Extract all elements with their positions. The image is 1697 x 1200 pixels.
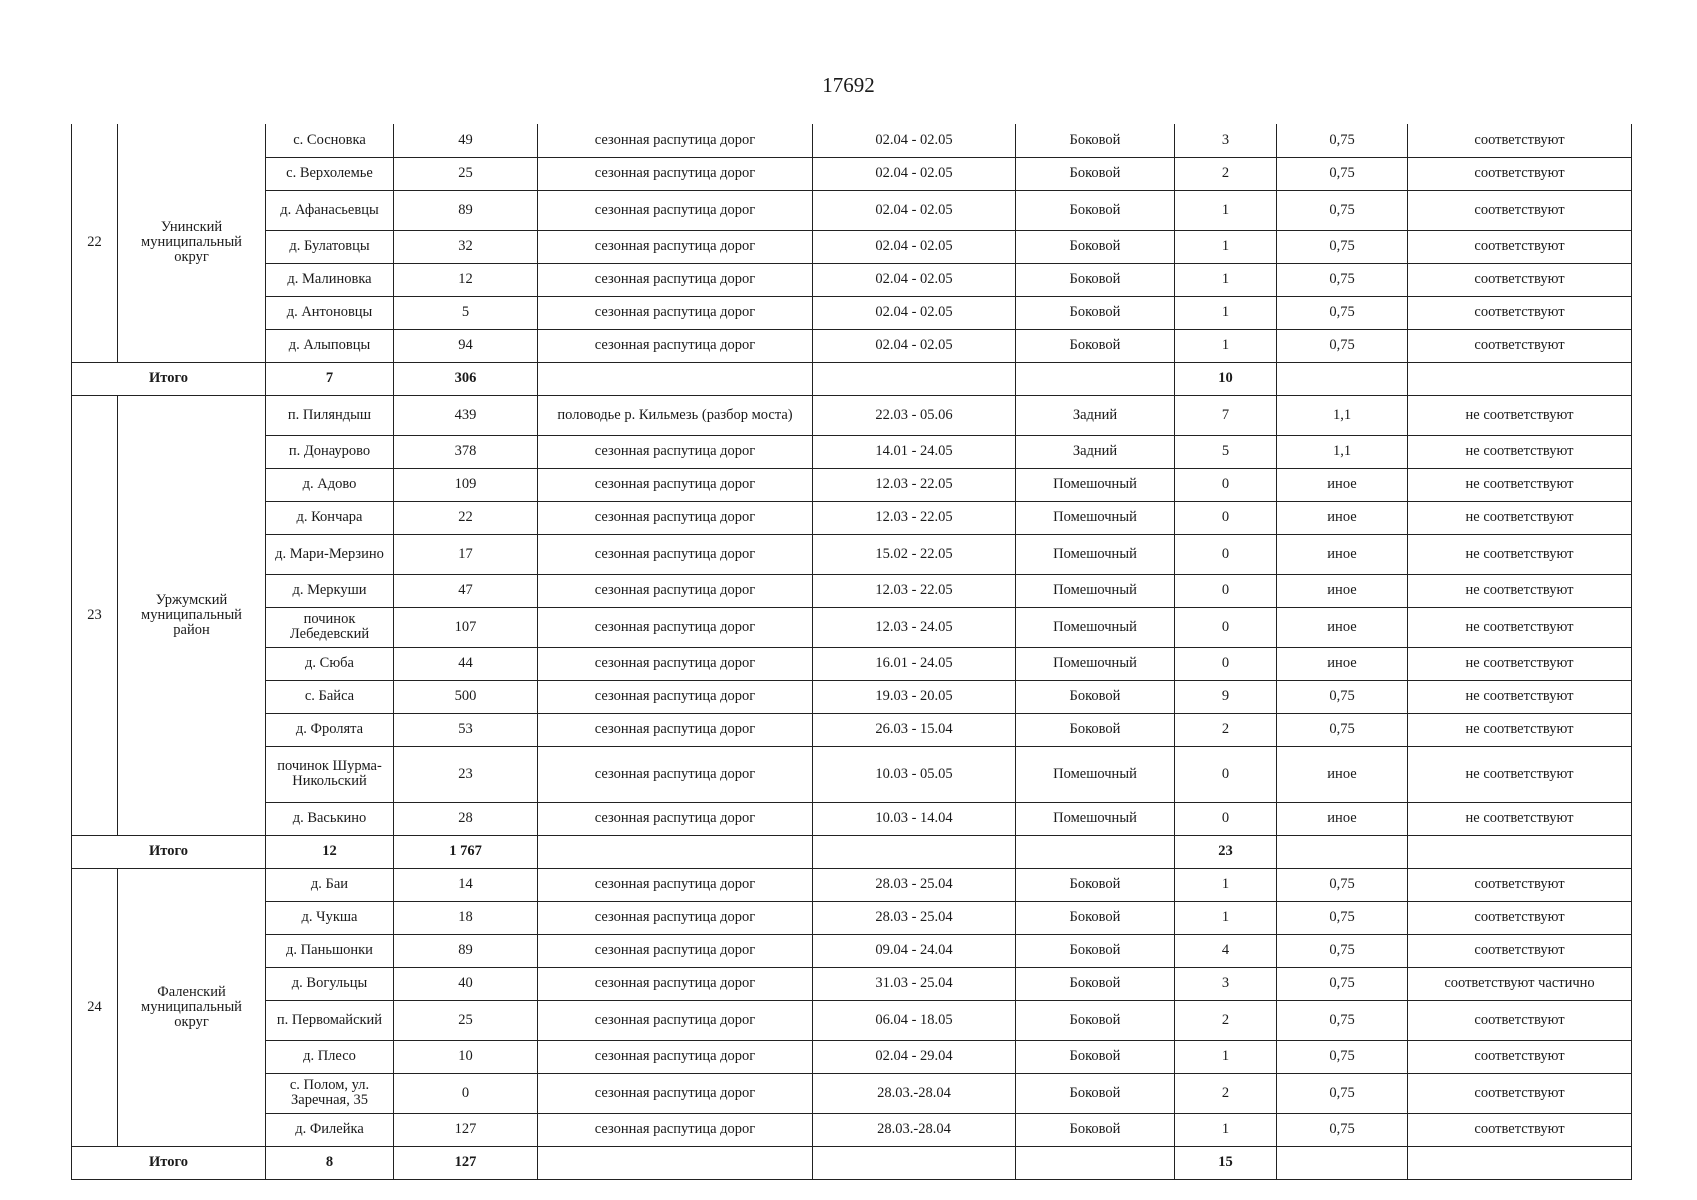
population-cell: 127 (394, 1113, 538, 1146)
status-cell: не соответствуют (1408, 435, 1632, 468)
population-cell: 23 (394, 746, 538, 802)
empty-cell (538, 1146, 813, 1179)
empty-cell (1277, 835, 1408, 868)
period-cell: 10.03 - 14.04 (813, 802, 1016, 835)
coef-cell: иное (1277, 468, 1408, 501)
settlement-cell: д. Сюба (266, 647, 394, 680)
empty-cell (1016, 362, 1175, 395)
count-cell: 0 (1175, 574, 1277, 607)
settlement-cell: д. Малиновка (266, 263, 394, 296)
period-cell: 31.03 - 25.04 (813, 967, 1016, 1000)
period-cell: 10.03 - 05.05 (813, 746, 1016, 802)
table-row (72, 746, 1632, 802)
table-row (72, 574, 1632, 607)
coef-cell: 0,75 (1277, 230, 1408, 263)
period-cell: 28.03 - 25.04 (813, 901, 1016, 934)
count-cell: 4 (1175, 934, 1277, 967)
coef-cell: иное (1277, 501, 1408, 534)
empty-cell (1016, 835, 1175, 868)
period-cell: 02.04 - 29.04 (813, 1040, 1016, 1073)
table-row (72, 534, 1632, 574)
settlement-cell: п. Пиляндыш (266, 395, 394, 435)
type-cell: Боковой (1016, 124, 1175, 157)
population-cell: 47 (394, 574, 538, 607)
population-cell: 89 (394, 934, 538, 967)
type-cell: Боковой (1016, 868, 1175, 901)
coef-cell: 0,75 (1277, 868, 1408, 901)
count-cell: 3 (1175, 124, 1277, 157)
settlement-cell: д. Алыповцы (266, 329, 394, 362)
period-cell: 28.03.-28.04 (813, 1113, 1016, 1146)
settlement-cell: д. Мари-Мерзино (266, 534, 394, 574)
type-cell: Помешочный (1016, 501, 1175, 534)
reason-cell: сезонная распутица дорог (538, 157, 813, 190)
page-number: 17692 (822, 73, 875, 97)
population-cell: 14 (394, 868, 538, 901)
type-cell: Помешочный (1016, 647, 1175, 680)
population-cell: 28 (394, 802, 538, 835)
period-cell: 02.04 - 02.05 (813, 329, 1016, 362)
count-cell: 2 (1175, 713, 1277, 746)
type-cell: Помешочный (1016, 746, 1175, 802)
total-settlements-cell: 8 (266, 1146, 394, 1179)
period-cell: 02.04 - 02.05 (813, 124, 1016, 157)
status-cell: не соответствуют (1408, 713, 1632, 746)
period-cell: 02.04 - 02.05 (813, 230, 1016, 263)
settlement-cell: д. Филейка (266, 1113, 394, 1146)
type-cell: Боковой (1016, 190, 1175, 230)
status-cell: соответствуют (1408, 1040, 1632, 1073)
total-row (72, 835, 1632, 868)
total-label-cell: Итого (72, 362, 266, 395)
table-row (72, 1073, 1632, 1113)
settlement-cell: д. Меркуши (266, 574, 394, 607)
population-cell: 109 (394, 468, 538, 501)
table-row (72, 263, 1632, 296)
period-cell: 14.01 - 24.05 (813, 435, 1016, 468)
type-cell: Боковой (1016, 263, 1175, 296)
status-cell: соответствуют (1408, 124, 1632, 157)
period-cell: 28.03.-28.04 (813, 1073, 1016, 1113)
empty-cell (813, 1146, 1016, 1179)
settlement-cell: д. Вогульцы (266, 967, 394, 1000)
empty-cell (813, 835, 1016, 868)
empty-cell (1408, 362, 1632, 395)
status-cell: соответствуют (1408, 157, 1632, 190)
type-cell: Помешочный (1016, 574, 1175, 607)
table-row (72, 1040, 1632, 1073)
status-cell: соответствуют частично (1408, 967, 1632, 1000)
table-row (72, 230, 1632, 263)
table-row (72, 124, 1632, 157)
coef-cell: 0,75 (1277, 680, 1408, 713)
status-cell: не соответствуют (1408, 395, 1632, 435)
coef-cell: 0,75 (1277, 934, 1408, 967)
count-cell: 7 (1175, 395, 1277, 435)
type-cell: Помешочный (1016, 802, 1175, 835)
empty-cell (1277, 362, 1408, 395)
period-cell: 22.03 - 05.06 (813, 395, 1016, 435)
count-cell: 0 (1175, 501, 1277, 534)
count-cell: 1 (1175, 263, 1277, 296)
coef-cell: 0,75 (1277, 1113, 1408, 1146)
population-cell: 89 (394, 190, 538, 230)
table-row (72, 395, 1632, 435)
count-cell: 0 (1175, 746, 1277, 802)
type-cell: Боковой (1016, 1040, 1175, 1073)
table-row (72, 1113, 1632, 1146)
type-cell: Боковой (1016, 934, 1175, 967)
period-cell: 26.03 - 15.04 (813, 713, 1016, 746)
count-cell: 1 (1175, 1113, 1277, 1146)
status-cell: не соответствуют (1408, 501, 1632, 534)
count-cell: 0 (1175, 607, 1277, 647)
type-cell: Боковой (1016, 1113, 1175, 1146)
table-row (72, 713, 1632, 746)
population-cell: 44 (394, 647, 538, 680)
group-number-cell: 24 (72, 868, 118, 1146)
settlement-cell: д. Паньшонки (266, 934, 394, 967)
reason-cell: сезонная распутица дорог (538, 468, 813, 501)
count-cell: 0 (1175, 647, 1277, 680)
population-cell: 40 (394, 967, 538, 1000)
status-cell: соответствуют (1408, 263, 1632, 296)
population-cell: 10 (394, 1040, 538, 1073)
coef-cell: 0,75 (1277, 1000, 1408, 1040)
status-cell: не соответствуют (1408, 607, 1632, 647)
settlement-cell: д. Баи (266, 868, 394, 901)
total-label-cell: Итого (72, 835, 266, 868)
coef-cell: иное (1277, 802, 1408, 835)
period-cell: 02.04 - 02.05 (813, 190, 1016, 230)
district-name-cell: Унинский муниципальный округ (118, 124, 266, 362)
coef-cell: 0,75 (1277, 190, 1408, 230)
count-cell: 1 (1175, 230, 1277, 263)
empty-cell (1408, 1146, 1632, 1179)
population-cell: 94 (394, 329, 538, 362)
count-cell: 2 (1175, 157, 1277, 190)
status-cell: не соответствуют (1408, 647, 1632, 680)
coef-cell: 1,1 (1277, 395, 1408, 435)
total-population-cell: 1 767 (394, 835, 538, 868)
coef-cell: иное (1277, 534, 1408, 574)
coef-cell: 0,75 (1277, 713, 1408, 746)
reason-cell: сезонная распутица дорог (538, 190, 813, 230)
reason-cell: сезонная распутица дорог (538, 680, 813, 713)
status-cell: соответствуют (1408, 868, 1632, 901)
period-cell: 12.03 - 24.05 (813, 607, 1016, 647)
coef-cell: 0,75 (1277, 263, 1408, 296)
settlement-cell: с. Байса (266, 680, 394, 713)
count-cell: 2 (1175, 1000, 1277, 1040)
period-cell: 02.04 - 02.05 (813, 263, 1016, 296)
reason-cell: сезонная распутица дорог (538, 713, 813, 746)
status-cell: не соответствуют (1408, 680, 1632, 713)
type-cell: Помешочный (1016, 607, 1175, 647)
type-cell: Задний (1016, 435, 1175, 468)
empty-cell (538, 362, 813, 395)
count-cell: 9 (1175, 680, 1277, 713)
coef-cell: иное (1277, 647, 1408, 680)
settlement-cell: п. Донаурово (266, 435, 394, 468)
total-row (72, 362, 1632, 395)
total-settlements-cell: 12 (266, 835, 394, 868)
settlement-cell: с. Сосновка (266, 124, 394, 157)
table-body (72, 124, 1632, 1179)
period-cell: 19.03 - 20.05 (813, 680, 1016, 713)
total-count-cell: 15 (1175, 1146, 1277, 1179)
total-population-cell: 306 (394, 362, 538, 395)
table-row (72, 868, 1632, 901)
population-cell: 5 (394, 296, 538, 329)
period-cell: 28.03 - 25.04 (813, 868, 1016, 901)
reason-cell: сезонная распутица дорог (538, 501, 813, 534)
table-row (72, 435, 1632, 468)
table-row (72, 190, 1632, 230)
period-cell: 16.01 - 24.05 (813, 647, 1016, 680)
count-cell: 0 (1175, 534, 1277, 574)
status-cell: соответствуют (1408, 296, 1632, 329)
population-cell: 25 (394, 1000, 538, 1040)
settlement-cell: д. Адово (266, 468, 394, 501)
reason-cell: сезонная распутица дорог (538, 574, 813, 607)
settlement-cell: д. Антоновцы (266, 296, 394, 329)
type-cell: Боковой (1016, 713, 1175, 746)
population-cell: 439 (394, 395, 538, 435)
coef-cell: иное (1277, 607, 1408, 647)
reason-cell: сезонная распутица дорог (538, 901, 813, 934)
group-number-cell: 23 (72, 395, 118, 835)
settlement-cell: д. Чукша (266, 901, 394, 934)
empty-cell (813, 362, 1016, 395)
type-cell: Помешочный (1016, 534, 1175, 574)
reason-cell: сезонная распутица дорог (538, 1113, 813, 1146)
reason-cell: сезонная распутица дорог (538, 534, 813, 574)
settlement-cell: починок Шурма-Никольский (266, 746, 394, 802)
status-cell: соответствуют (1408, 329, 1632, 362)
reason-cell: сезонная распутица дорог (538, 230, 813, 263)
reason-cell: сезонная распутица дорог (538, 802, 813, 835)
table-row (72, 967, 1632, 1000)
status-cell: соответствуют (1408, 190, 1632, 230)
settlement-cell: с. Верхолемье (266, 157, 394, 190)
coef-cell: 0,75 (1277, 157, 1408, 190)
type-cell: Задний (1016, 395, 1175, 435)
coef-cell: иное (1277, 574, 1408, 607)
table-row (72, 934, 1632, 967)
empty-cell (1277, 1146, 1408, 1179)
table-row (72, 607, 1632, 647)
period-cell: 09.04 - 24.04 (813, 934, 1016, 967)
total-count-cell: 10 (1175, 362, 1277, 395)
coef-cell: 0,75 (1277, 967, 1408, 1000)
reason-cell: сезонная распутица дорог (538, 868, 813, 901)
settlement-cell: д. Плесо (266, 1040, 394, 1073)
population-cell: 12 (394, 263, 538, 296)
type-cell: Боковой (1016, 1000, 1175, 1040)
total-label-cell: Итого (72, 1146, 266, 1179)
table-row (72, 802, 1632, 835)
population-cell: 49 (394, 124, 538, 157)
table-row (72, 501, 1632, 534)
table-row (72, 329, 1632, 362)
status-cell: соответствуют (1408, 934, 1632, 967)
reason-cell: сезонная распутица дорог (538, 1000, 813, 1040)
type-cell: Боковой (1016, 296, 1175, 329)
table-row (72, 680, 1632, 713)
settlement-cell: починок Лебедевский (266, 607, 394, 647)
population-cell: 107 (394, 607, 538, 647)
period-cell: 12.03 - 22.05 (813, 574, 1016, 607)
settlement-cell: д. Фролята (266, 713, 394, 746)
total-population-cell: 127 (394, 1146, 538, 1179)
reason-cell: сезонная распутица дорог (538, 746, 813, 802)
empty-cell (1408, 835, 1632, 868)
count-cell: 1 (1175, 868, 1277, 901)
population-cell: 17 (394, 534, 538, 574)
period-cell: 12.03 - 22.05 (813, 501, 1016, 534)
reason-cell: сезонная распутица дорог (538, 296, 813, 329)
coef-cell: 1,1 (1277, 435, 1408, 468)
table-row (72, 647, 1632, 680)
population-cell: 25 (394, 157, 538, 190)
population-cell: 32 (394, 230, 538, 263)
status-cell: соответствуют (1408, 901, 1632, 934)
empty-cell (1016, 1146, 1175, 1179)
settlement-cell: д. Кончара (266, 501, 394, 534)
reason-cell: сезонная распутица дорог (538, 1040, 813, 1073)
status-cell: соответствуют (1408, 1000, 1632, 1040)
count-cell: 1 (1175, 901, 1277, 934)
table-row (72, 296, 1632, 329)
count-cell: 5 (1175, 435, 1277, 468)
period-cell: 06.04 - 18.05 (813, 1000, 1016, 1040)
table-row (72, 1000, 1632, 1040)
reason-cell: сезонная распутица дорог (538, 1073, 813, 1113)
count-cell: 1 (1175, 190, 1277, 230)
coef-cell: 0,75 (1277, 296, 1408, 329)
status-cell: соответствуют (1408, 230, 1632, 263)
type-cell: Боковой (1016, 329, 1175, 362)
settlement-cell: д. Булатовцы (266, 230, 394, 263)
settlement-cell: д. Васькино (266, 802, 394, 835)
reason-cell: сезонная распутица дорог (538, 124, 813, 157)
population-cell: 22 (394, 501, 538, 534)
coef-cell: 0,75 (1277, 124, 1408, 157)
coef-cell: 0,75 (1277, 1040, 1408, 1073)
reason-cell: сезонная распутица дорог (538, 607, 813, 647)
population-cell: 0 (394, 1073, 538, 1113)
population-cell: 500 (394, 680, 538, 713)
district-name-cell: Уржумский муниципальный район (118, 395, 266, 835)
coef-cell: иное (1277, 746, 1408, 802)
status-cell: не соответствуют (1408, 802, 1632, 835)
count-cell: 1 (1175, 296, 1277, 329)
table-row (72, 157, 1632, 190)
table-row (72, 468, 1632, 501)
district-name-cell: Фаленский муниципальный округ (118, 868, 266, 1146)
status-cell: соответствуют (1408, 1113, 1632, 1146)
reason-cell: сезонная распутица дорог (538, 329, 813, 362)
coef-cell: 0,75 (1277, 901, 1408, 934)
settlement-cell: с. Полом, ул. Заречная, 35 (266, 1073, 394, 1113)
type-cell: Боковой (1016, 680, 1175, 713)
count-cell: 1 (1175, 1040, 1277, 1073)
status-cell: не соответствуют (1408, 574, 1632, 607)
count-cell: 0 (1175, 468, 1277, 501)
settlements-table (71, 124, 1632, 1180)
reason-cell: сезонная распутица дорог (538, 647, 813, 680)
coef-cell: 0,75 (1277, 1073, 1408, 1113)
coef-cell: 0,75 (1277, 329, 1408, 362)
period-cell: 02.04 - 02.05 (813, 296, 1016, 329)
settlement-cell: п. Первомайский (266, 1000, 394, 1040)
status-cell: соответствуют (1408, 1073, 1632, 1113)
reason-cell: половодье р. Кильмезь (разбор моста) (538, 395, 813, 435)
type-cell: Боковой (1016, 901, 1175, 934)
settlement-cell: д. Афанасьевцы (266, 190, 394, 230)
group-number-cell: 22 (72, 124, 118, 362)
status-cell: не соответствуют (1408, 534, 1632, 574)
population-cell: 378 (394, 435, 538, 468)
total-row (72, 1146, 1632, 1179)
type-cell: Боковой (1016, 157, 1175, 190)
count-cell: 3 (1175, 967, 1277, 1000)
status-cell: не соответствуют (1408, 746, 1632, 802)
reason-cell: сезонная распутица дорог (538, 934, 813, 967)
table-row (72, 901, 1632, 934)
period-cell: 15.02 - 22.05 (813, 534, 1016, 574)
total-settlements-cell: 7 (266, 362, 394, 395)
reason-cell: сезонная распутица дорог (538, 263, 813, 296)
count-cell: 2 (1175, 1073, 1277, 1113)
reason-cell: сезонная распутица дорог (538, 967, 813, 1000)
period-cell: 12.03 - 22.05 (813, 468, 1016, 501)
type-cell: Боковой (1016, 1073, 1175, 1113)
count-cell: 1 (1175, 329, 1277, 362)
type-cell: Боковой (1016, 230, 1175, 263)
count-cell: 0 (1175, 802, 1277, 835)
total-count-cell: 23 (1175, 835, 1277, 868)
population-cell: 53 (394, 713, 538, 746)
type-cell: Боковой (1016, 967, 1175, 1000)
empty-cell (538, 835, 813, 868)
type-cell: Помешочный (1016, 468, 1175, 501)
period-cell: 02.04 - 02.05 (813, 157, 1016, 190)
population-cell: 18 (394, 901, 538, 934)
reason-cell: сезонная распутица дорог (538, 435, 813, 468)
status-cell: не соответствуют (1408, 468, 1632, 501)
